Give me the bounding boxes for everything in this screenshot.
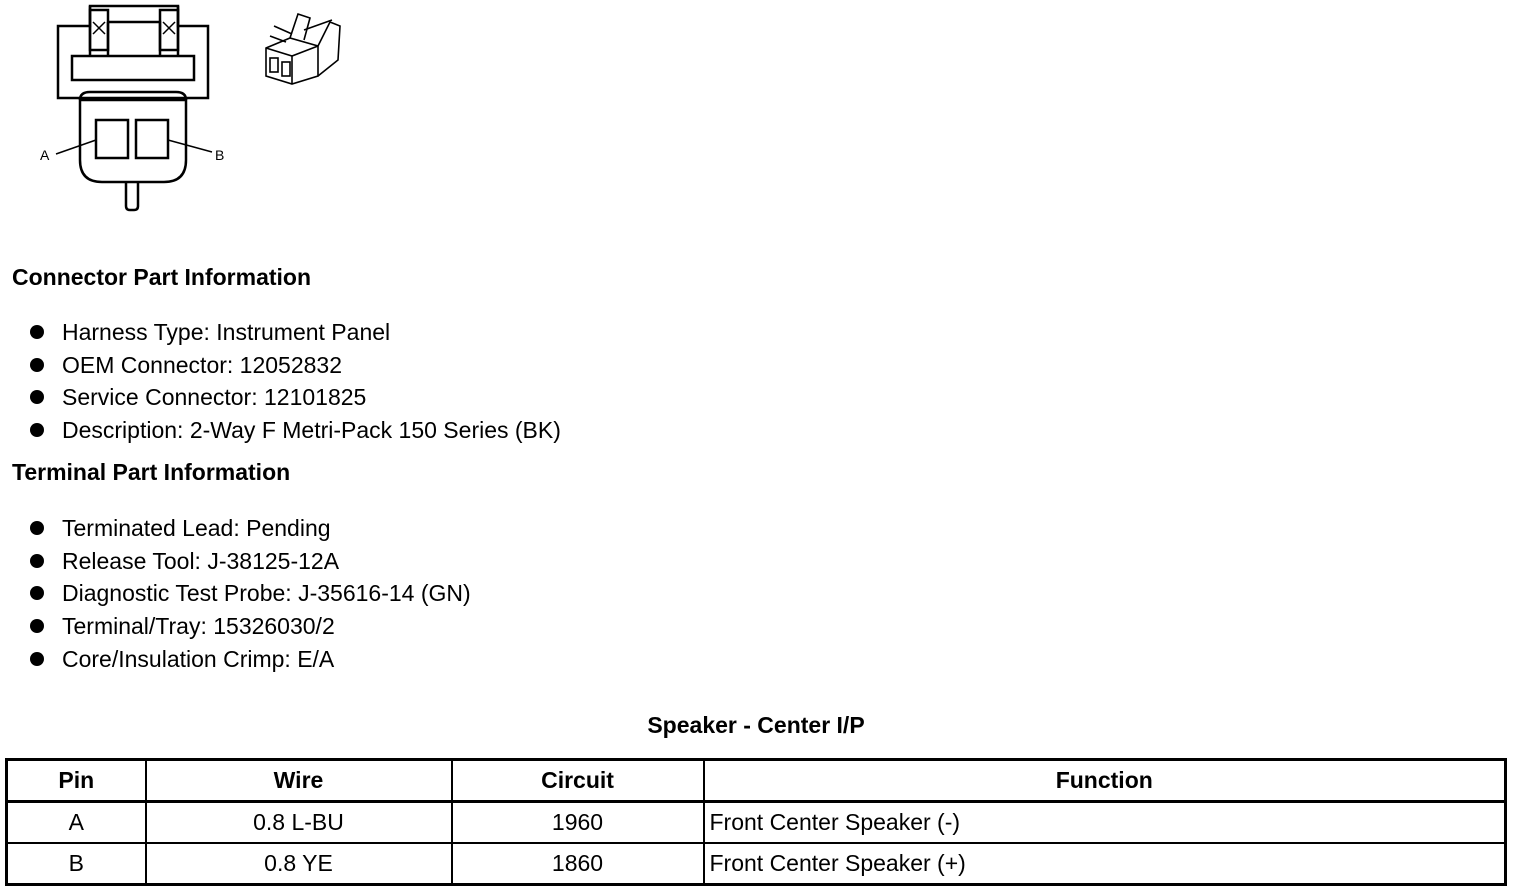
header-pin: Pin: [7, 760, 146, 802]
list-item: Harness Type: Instrument Panel: [28, 316, 561, 349]
pin-table-title: Speaker - Center I/P: [647, 712, 865, 738]
pin-label-b: B: [215, 147, 225, 163]
header-function: Function: [704, 760, 1506, 802]
table-row: [7, 843, 1506, 885]
table-row: [7, 802, 1506, 844]
list-item: OEM Connector: 12052832: [28, 349, 561, 382]
bullet-icon: [30, 586, 44, 600]
list-item: Service Connector: 12101825: [28, 381, 561, 414]
pin-table: [5, 758, 1507, 886]
cell-wire: 0.8 L-BU: [146, 802, 452, 844]
list-item: Diagnostic Test Probe: J-35616-14 (GN): [28, 577, 471, 610]
connector-part-info-title: Connector Part Information: [12, 264, 312, 290]
table-header-row: [7, 760, 1506, 802]
bullet-icon: [30, 652, 44, 666]
bullet-icon: [30, 423, 44, 437]
cell-circuit: 1860: [452, 843, 704, 885]
bullet-icon: [30, 619, 44, 633]
connector-diagram: [0, 0, 400, 225]
list-item: Core/Insulation Crimp: E/A: [28, 643, 471, 676]
cell-circuit: 1960: [452, 802, 704, 844]
header-wire: Wire: [146, 760, 452, 802]
cell-pin: B: [7, 843, 146, 885]
bullet-icon: [30, 390, 44, 404]
list-item: Description: 2-Way F Metri-Pack 150 Series (BK): [28, 414, 561, 447]
pin-label-a: A: [40, 147, 50, 163]
cell-pin: A: [7, 802, 146, 844]
terminal-part-info-title: Terminal Part Information: [12, 459, 291, 485]
cell-function: Front Center Speaker (+): [704, 843, 1506, 885]
connector-3d-sketch: [266, 14, 340, 84]
bullet-icon: [30, 325, 44, 339]
terminal-part-info-list: [28, 512, 471, 675]
bullet-icon: [30, 554, 44, 568]
bullet-icon: [30, 358, 44, 372]
list-item: Terminal/Tray: 15326030/2: [28, 610, 471, 643]
list-item: Terminated Lead: Pending: [28, 512, 471, 545]
connector-part-info-list: [28, 316, 561, 447]
cell-wire: 0.8 YE: [146, 843, 452, 885]
bullet-icon: [30, 521, 44, 535]
cell-function: Front Center Speaker (-): [704, 802, 1506, 844]
list-item: Release Tool: J-38125-12A: [28, 545, 471, 578]
header-circuit: Circuit: [452, 760, 704, 802]
